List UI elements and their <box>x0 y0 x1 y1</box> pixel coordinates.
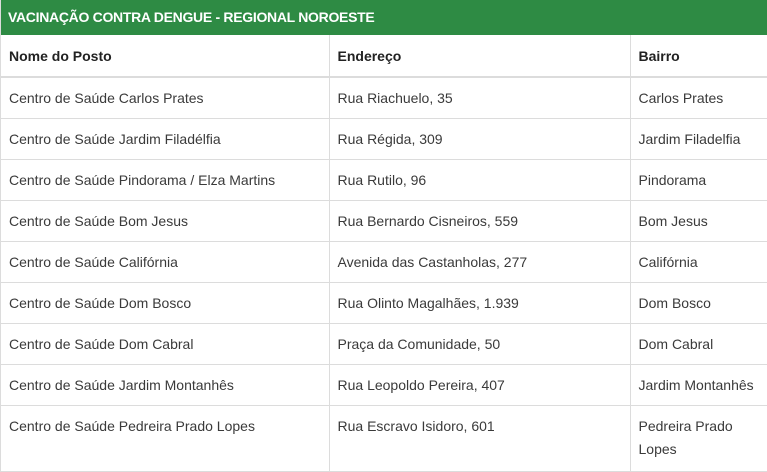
site-name-cell: Centro de Saúde Jardim Filadélfia <box>1 119 329 160</box>
site-neighborhood-cell: Pedreira Prado Lopes <box>630 406 767 472</box>
table-row <box>1 160 767 201</box>
site-name-cell: Centro de Saúde Bom Jesus <box>1 201 329 242</box>
site-address-cell: Rua Escravo Isidoro, 601 <box>329 406 630 472</box>
site-neighborhood-cell: Dom Bosco <box>630 283 767 324</box>
table-row <box>1 119 767 160</box>
site-address-cell: Rua Leopoldo Pereira, 407 <box>329 365 630 406</box>
table-row <box>1 242 767 283</box>
site-name-cell: Centro de Saúde Pindorama / Elza Martins <box>1 160 329 201</box>
site-neighborhood-cell: Califórnia <box>630 242 767 283</box>
site-address-cell: Rua Riachuelo, 35 <box>329 77 630 119</box>
site-name-cell: Centro de Saúde Dom Cabral <box>1 324 329 365</box>
table-row <box>1 77 767 119</box>
site-name-cell: Centro de Saúde Pedreira Prado Lopes <box>1 406 329 472</box>
site-address-cell: Avenida das Castanholas, 277 <box>329 242 630 283</box>
table-title: VACINAÇÃO CONTRA DENGUE - REGIONAL NOROESTE <box>1 0 767 35</box>
column-header-address: Endereço <box>329 35 630 77</box>
site-address-cell: Rua Olinto Magalhães, 1.939 <box>329 283 630 324</box>
table-row <box>1 406 767 472</box>
site-neighborhood-cell: Bom Jesus <box>630 201 767 242</box>
site-neighborhood-cell: Jardim Filadelfia <box>630 119 767 160</box>
site-neighborhood-cell: Jardim Montanhês <box>630 365 767 406</box>
site-name-cell: Centro de Saúde Jardim Montanhês <box>1 365 329 406</box>
site-name-cell: Centro de Saúde Dom Bosco <box>1 283 329 324</box>
vaccination-sites-table <box>1 35 767 472</box>
site-address-cell: Praça da Comunidade, 50 <box>329 324 630 365</box>
table-row <box>1 324 767 365</box>
site-name-cell: Centro de Saúde Carlos Prates <box>1 77 329 119</box>
site-address-cell: Rua Rutilo, 96 <box>329 160 630 201</box>
table-row <box>1 201 767 242</box>
site-address-cell: Rua Régida, 309 <box>329 119 630 160</box>
table-row <box>1 365 767 406</box>
site-address-cell: Rua Bernardo Cisneiros, 559 <box>329 201 630 242</box>
column-header-name: Nome do Posto <box>1 35 329 77</box>
site-neighborhood-cell: Carlos Prates <box>630 77 767 119</box>
column-header-neighborhood: Bairro <box>630 35 767 77</box>
site-neighborhood-cell: Pindorama <box>630 160 767 201</box>
site-neighborhood-cell: Dom Cabral <box>630 324 767 365</box>
site-name-cell: Centro de Saúde Califórnia <box>1 242 329 283</box>
table-header-row <box>1 35 767 77</box>
table-row <box>1 283 767 324</box>
